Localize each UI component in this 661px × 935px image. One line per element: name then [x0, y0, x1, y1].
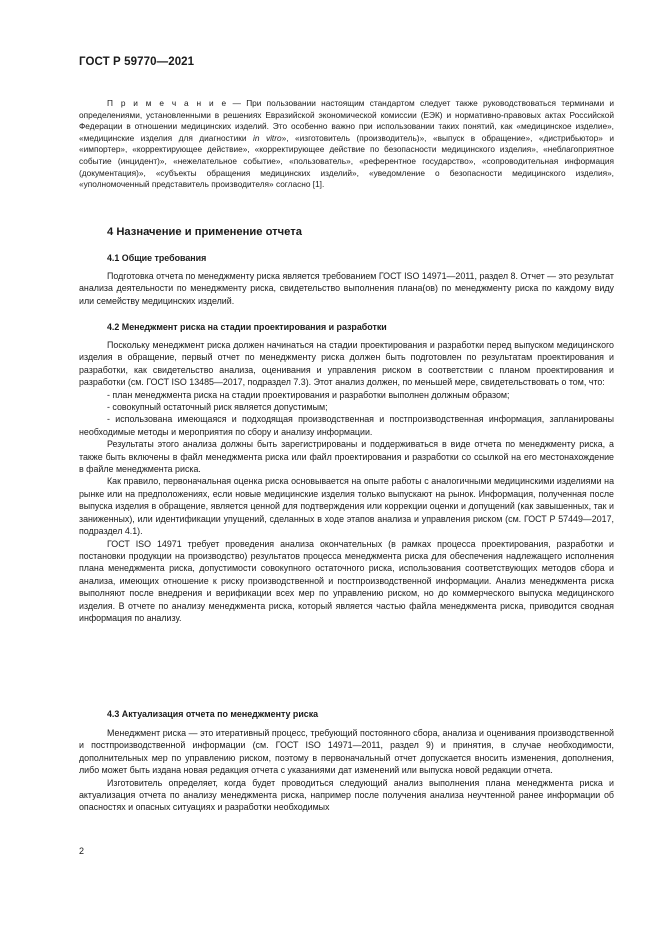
note-italic-term: in vitro	[252, 132, 282, 143]
list-item: - план менеджмента риска на стадии проектирования и разработки выполнен должным образом;	[107, 389, 510, 400]
subsection-4-2-body	[79, 339, 614, 624]
paragraph: Менеджмент риска — это итеративный процесс, требующий постоянного сбора, анализа и оценивания производственной и постпроизводственной информации (см. ГОСТ ISO 14971—2011, раздел 9) и принятия, в случае необходимости, дополнительных мер по управлению риском, поэтому в первоначальный отчет допускается вносить изменения, дополнения, либо может быть издана новая редакция отчета с указаниями дат изменений или выпуска новой редакции отчета.	[79, 728, 614, 776]
paragraph: Подготовка отчета по менеджменту риска является требованием ГОСТ ISO 14971—2011, раздел 8. Отчет — это результат анализа деятельности по менеджменту риска, свидетельство выполнения плана(ов) по менеджменту риска по каждому виду или семейству медицинских изделий.	[79, 271, 614, 306]
subsection-4-1-body	[79, 270, 614, 307]
paragraph: Как правило, первоначальная оценка риска основывается на опыте работы с аналогичными медицинскими изделиями на рынке или на предположениях, если новые медицинские изделия только выпускают на рынок. Информация, полученная после выпуска изделия в обращение, является ценной для подтверждения или коррекции оценки и допущений (как завышенных, так и заниженных), или идентификации упущений, сделанных в ходе этапов анализа и управления риском (см. ГОСТ Р 57449—2017, подраздел 4.1).	[79, 476, 614, 537]
list-item: - использована имеющаяся и подходящая производственная и постпроизводственная информация, запланированы необходимые методы и мероприятия по сбору и анализу информации.	[79, 414, 614, 437]
note-text-start: — При пользовании настоящим стандартом следует также руководствоваться терминами и определениями, установленными в решениях Евразийской экономической комиссии (ЕЭК) и нормативно-правовых актах Российской Федерации в отношении медицинских изделий. Это особенно важно при использовании таких понятий, как «медицинское изделие», «медицинские изделия для диагностики	[79, 98, 614, 143]
paragraph: Поскольку менеджмент риска должен начинаться на стадии проектирования и разработки перед выпуском медицинского изделия в обращение, первый отчет по менеджменту риска должен быть подготовлен по результатам проектирования и разработки, как свидетельство анализа, оценивания и управления риском в соответствии с планом проектирования и разработки (см. ГОСТ ISO 13485—2017, подраздел 7.3). Этот анализ должен, по меньшей мере, свидетельствовать о том, что:	[79, 340, 614, 388]
paragraph: Результаты этого анализа должны быть зарегистрированы и поддерживаться в виде отчета по менеджменту риска, а также быть включены в файл менеджмента риска или файл проектирования и разработки со ссылкой на его местонахождение в файле менеджмента риска.	[79, 439, 614, 475]
document-code: ГОСТ Р 59770—2021	[79, 56, 195, 68]
paragraph: ГОСТ ISO 14971 требует проведения анализа окончательных (в рамках процесса проектирования, разработки и постановки продукции на производство) результатов процесса менеджмента риска для обеспечения надлежащего исполнения плана менеджмента риска, допустимости совокупного остаточного риска, использования соответствующих методов сбора и анализа, имеющих отношение к риску производственной и постпроизводственной информации. Анализ менеджмента риска выполняют после внедрения и верификации всех мер по управлению риском, но до коммерческого выпуска медицинского изделия. В отчете по анализу менеджмента риска, который является частью файла менеджмента риска, приводится сводная информация по анализу.	[79, 538, 614, 623]
note-block	[79, 98, 614, 191]
section-title: 4 Назначение и применение отчета	[107, 226, 302, 238]
paragraph: Изготовитель определяет, когда будет проводиться следующий анализ выполнения плана менеджмента риска и актуализация отчета по анализу менеджмента риска, например после получения анализа неучтенной ранее информации об опасностях и опасных ситуациях и разработки необходимых	[79, 777, 614, 813]
note-text-end: », «изготовитель (производитель)», «выпуск в обращение», «дистрибьютор» и «импортер», «корректирующее действие», «корректирующее действие по безопасности медицинского изделия», «неблагоприятное событие (инцидент)», «нежелательное событие», «пользователь», «референтное государство», «сопроводительная информация (документация)», «субъекты обращения медицинских изделий», «уведомление о безопасности медицинского изделия», «уполномоченный представитель производителя» согласно [1].	[79, 132, 615, 190]
note-label: П р и м е ч а н и е	[107, 98, 228, 108]
list-item: - совокупный остаточный риск является допустимым;	[107, 402, 328, 413]
subsection-4-2-title: 4.2 Менеджмент риска на стадии проектирования и разработки	[107, 322, 387, 332]
subsection-4-1-title: 4.1 Общие требования	[107, 253, 207, 263]
subsection-4-3-body	[79, 727, 614, 814]
page-number: 2	[79, 846, 85, 856]
subsection-4-3-title: 4.3 Актуализация отчета по менеджменту риска	[107, 709, 319, 719]
